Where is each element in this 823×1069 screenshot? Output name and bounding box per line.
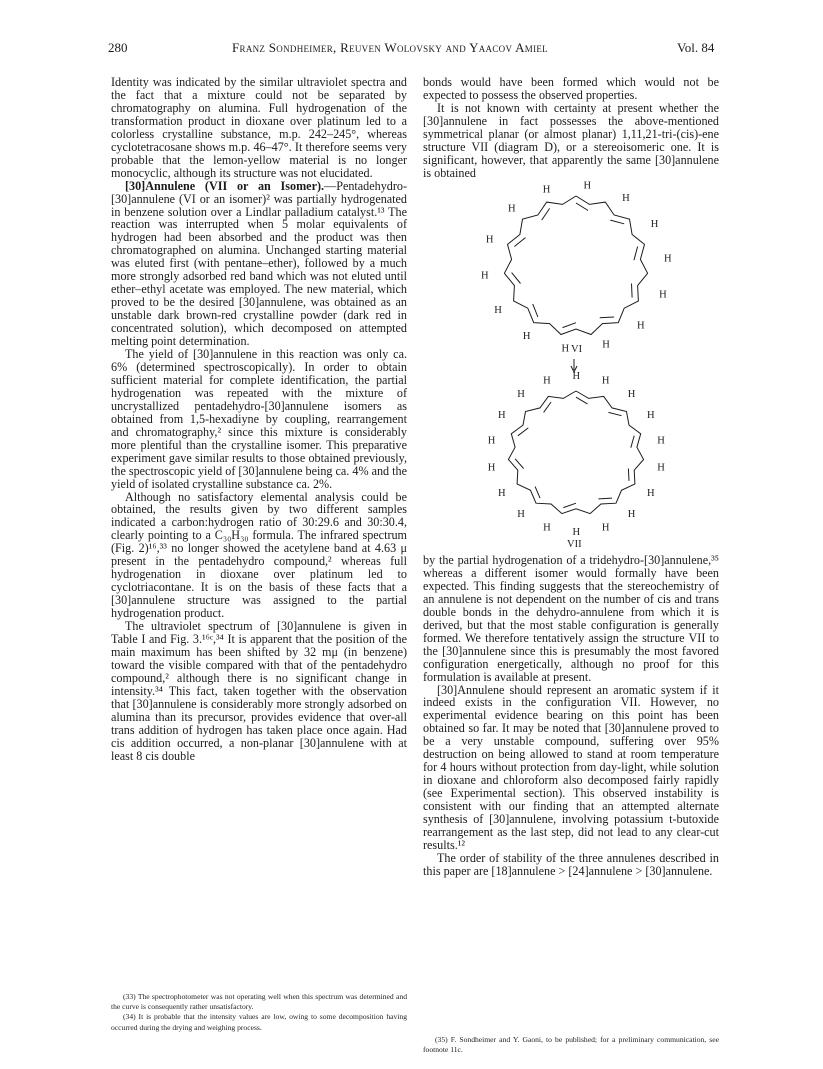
paragraph-structure: It is not known with certainty at present whether the [30]annulene in fact possesses the above-mentioned symmetrical planar (or almost planar) 1,11,21-tri-(cis)-ene structure VII (diagram D), or a stereoisomeric one. It is significant, however, that apparently the same [30]annulene is obtained <box>423 100 719 180</box>
hydrogen-label: H <box>522 331 531 343</box>
structure-vii-bond-double-bond <box>576 397 588 404</box>
structure-vi-bond-double-bond <box>576 203 588 211</box>
structure-vii-bond-double-bond <box>563 503 576 507</box>
structure-vi-bond-double-bond <box>542 208 550 220</box>
structure-svg <box>468 176 686 554</box>
structure-vii-bond-double-bond <box>515 459 524 469</box>
structure-vi-bond-double-bond <box>514 238 525 247</box>
structure-vi-bond <box>504 196 647 335</box>
volume-number: Vol. 84 <box>677 40 715 55</box>
paragraph-yield: The yield of [30]annulene in this reaction was only ca. 6% (determined spectroscopically). In order to obtain sufficient material for complete identification, the partial hydrogenation was repeated with the mixture of uncrystallized pentadehydro-[30]annulene isomers as obtained from 1,5-hexadiyne by coupling, rearrangement and chromatography,² since this mixture is considerably more plentiful than the crystalline isomer. This preparative experiment gave similar results to those obtained previously, the spectroscopic yield of [30]annulene being ca. 4% and the yield of isolated crystalline substance ca. 2%. <box>111 347 407 491</box>
structure-vi-bond-double-bond <box>512 273 521 284</box>
structure-diagram <box>468 176 686 554</box>
hydrogen-label: H <box>572 371 581 382</box>
left-column <box>111 76 407 763</box>
hydrogen-label: H <box>601 522 610 534</box>
hydrogen-label: H <box>543 375 551 387</box>
hydrogen-label: H <box>543 522 551 534</box>
hydrogen-label: H <box>508 203 516 215</box>
paragraph-stability-order: The order of stability of the three annulenes described in this paper are [18]annulene > [24]annulene > [30]annulene. <box>423 850 719 878</box>
hydrogen-label: H <box>498 410 506 421</box>
hydrogen-label: H <box>487 435 496 447</box>
hydrogen-label: H <box>659 289 667 301</box>
hydrogen-label: H <box>583 180 592 192</box>
footnote-33: (33) The spectrophotometer was not operating well when this spectrum was determined and the curve is consequently rather unsatisfactory. <box>111 992 407 1012</box>
structure-vii-bond-double-bond <box>518 428 529 436</box>
paragraph-text: —Pentadehydro-[30]annulene (VI or an isomer)² was partially hydrogenated in benzene solution over a Lindlar palladium catalyst.¹³ The reaction was interrupted when 5 molar equivalents of hydrogen had been absorbed and the product was then chromatographed on alumina. Unchanged starting material was eluted first (with pentane–ether), followed by a much more strongly adsorbed red band which was not eluted until ether–ethyl acetate was employed. The new material, which proved to be the desired [30]annulene, was obtained as an unstable dark brown-red crystalline powder (dark red in concentrated solution), which decomposed on attempted melting point determination. <box>111 178 407 349</box>
structure-vii-bond-double-bond <box>544 402 552 412</box>
footnotes-left <box>111 992 407 1033</box>
hydrogen-label: H <box>657 435 665 447</box>
hydrogen-label: H <box>647 488 655 499</box>
footnotes-right <box>423 1035 719 1055</box>
hydrogen-label: H <box>657 462 665 474</box>
hydrogen-label: H <box>494 305 502 317</box>
right-column-top <box>423 76 719 180</box>
structure-vi-bond-double-bond <box>563 323 577 328</box>
hydrogen-label: H <box>542 184 551 196</box>
hydrogen-label: H <box>601 375 610 387</box>
right-column-bottom <box>423 554 719 878</box>
paragraph-bonds: bonds would have been formed which would not be expected to possess the observed properties. <box>423 75 719 102</box>
paragraph-analysis: Although no satisfactory elemental analysis could be obtained, the results given by two different samples indicated a carbon:hydrogen ratio of 30:29.6 and 30:30.4, clearly pointing to a C₃₀H₃₀ formula. The infrared spectrum (Fig. 2)¹⁶,³³ no longer showed the acetylene band at 4.63 μ present in the pentadehydro compound,² whereas full hydrogenation in dioxane over platinum led to cyclotriacontane. It is on the basis of these facts that a [30]annulene structure was assigned to the partial hydrogenation product. <box>111 489 407 621</box>
structure-vii-bond-double-bond <box>598 498 612 499</box>
hydrogen-label: H <box>627 508 636 520</box>
hydrogen-label: H <box>650 218 659 230</box>
structure-vii-bond <box>508 391 643 514</box>
hydrogen-label: H <box>627 389 636 401</box>
hydrogen-label: H <box>517 389 525 401</box>
hydrogen-label: H <box>647 410 655 421</box>
structure-vii-bond-double-bond <box>535 487 540 499</box>
hydrogen-label: H <box>622 192 630 204</box>
hydrogen-label: H <box>498 488 506 499</box>
structure-vi-bond-double-bond <box>533 304 538 317</box>
structure-vi-bond-double-bond <box>632 284 633 298</box>
structure-vii-bond-double-bond <box>608 412 621 415</box>
hydrogen-label: H <box>487 462 496 474</box>
paragraph-identity: Identity was indicated by the similar ultraviolet spectra and the fact that a mixture could not be separated by chromatography on alumina. Full hydrogenation of the transformation product in dioxane over platinum led to a colorless crystalline substance, m.p. 242–245°, whereas cyclotetracosane shows m.p. 46–47°. It therefore seems very probable that the lemon-yellow material is no longer monocyclic, although its structure was not elucidated. <box>111 75 407 180</box>
hydrogen-label: H <box>485 234 494 246</box>
running-title: Franz Sondheimer, Reuven Wolovsky and Yaacov Amiel <box>232 40 548 55</box>
structure-vi-bond-double-bond <box>634 247 638 261</box>
structure-vi-bond-double-bond <box>610 220 624 224</box>
section-heading: [30]Annulene (VII or an Isomer). <box>125 178 325 193</box>
hydrogen-labels <box>481 181 672 538</box>
structure-vii-bond-double-bond <box>631 436 634 448</box>
paragraph-aromatic: [30]Annulene should represent an aromatic system if it indeed exists in the configuration VII. However, no experimental evidence bearing on this point has been obtained so far. It may be noted that [30]annulene proved to be a very unstable compound, suffering over 95% destruction on being allowed to stand at room temperature for 4 hours without protection from day-light, while solution in dioxane and chloroform also decomposed fairly rapidly (see Experimental section). This observed instability is consistent with our finding that an attempted alternate synthesis of [30]annulene, involving potassium t-butoxide rearrangement as the last step, did not lead to any clear-cut results.¹² <box>423 682 719 852</box>
footnote-34: (34) It is probable that the intensity values are low, owing to some decomposition having occurred during the drying and weighing process. <box>111 1012 407 1032</box>
structure-vii-ring <box>508 391 643 514</box>
hydrogen-label: H <box>664 253 672 265</box>
footnote-35: (35) F. Sondheimer and Y. Gaoni, to be published; for a preliminary communication, see footnote 11c. <box>423 1035 719 1055</box>
structure-vii-bond-double-bond <box>628 469 629 481</box>
page-number: 280 <box>108 40 128 55</box>
hydrogen-label: H <box>561 343 570 355</box>
paragraph-30-annulene-prep <box>111 180 407 348</box>
paragraph-partial-hydrogenation: by the partial hydrogenation of a tridehydro-[30]annulene,³⁵ whereas a different isomer would formally have been expected. This finding suggests that the stereochemistry of an annulene is not dependent on the number of cis and trans double bonds in the dehydro-annulene from which it is derived, but that the most stable configuration is generally formed. We therefore tentatively assign the structure VII to the [30]annulene since this is presumably the most favored configuration energetically, although no proof for this formulation is available at present. <box>423 553 719 684</box>
hydrogen-label: H <box>517 508 525 520</box>
label-vii: VII <box>567 539 582 550</box>
hydrogen-label: H <box>572 527 581 538</box>
hydrogen-label: H <box>637 320 645 332</box>
structure-vi-bond-double-bond <box>600 317 614 318</box>
hydrogen-label: H <box>602 339 610 351</box>
hydrogen-label: H <box>481 270 489 282</box>
label-vi: VI <box>571 344 583 355</box>
structure-vi-ring <box>504 196 647 335</box>
paragraph-uv-spectrum: The ultraviolet spectrum of [30]annulene is given in Table I and Fig. 3.¹⁶ᶜ,³⁴ It is apparent that the position of the main maximum has been shifted by 32 mμ (in benzene) toward the visible compared with that of the pentadehydro compound,² although there is no significant change in intensity.³⁴ This fact, taken together with the observation that [30]annulene is considerably more strongly adsorbed on alumina than its precursor, provides evidence that over-all trans addition of hydrogen has taken place once again. Had cis addition occurred, a non-planar [30]annulene with at least 8 cis double <box>111 619 407 763</box>
